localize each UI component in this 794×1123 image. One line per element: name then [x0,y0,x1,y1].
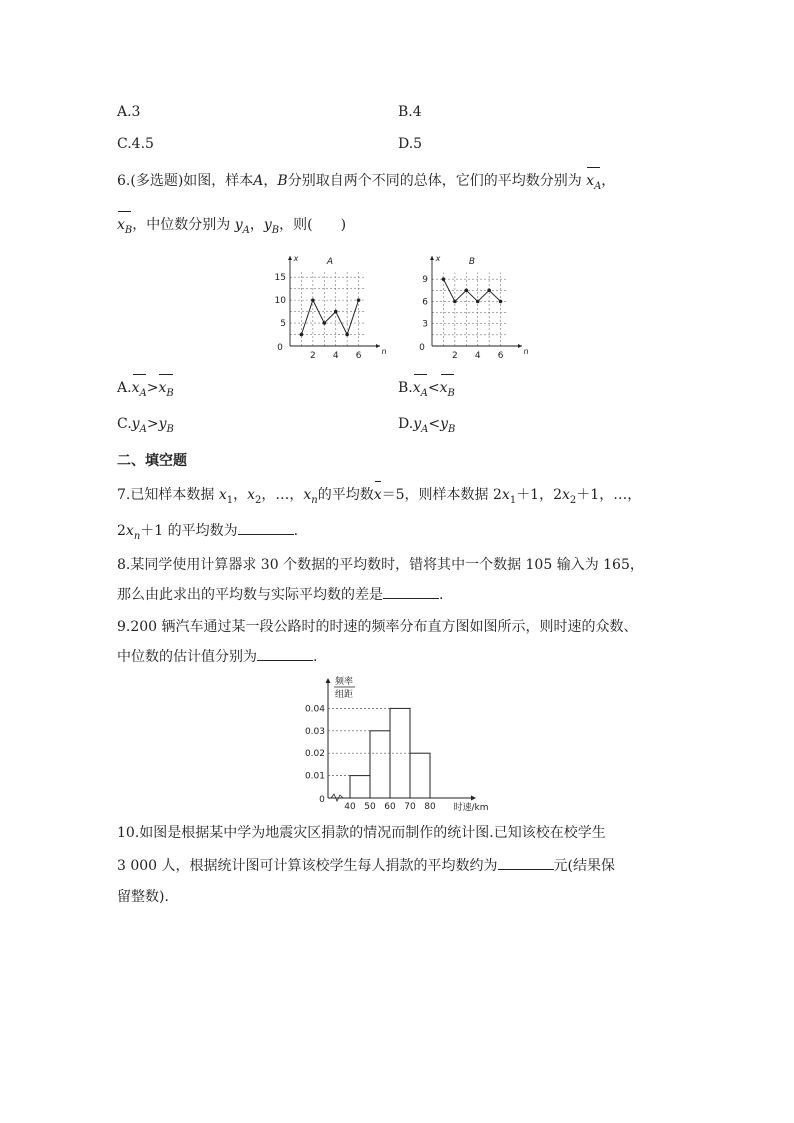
data-point [476,300,480,304]
data-point [345,333,349,337]
data-point [334,310,338,314]
y-tick-label: 9 [422,275,428,286]
x-tick-label: 50 [364,802,376,812]
q8-line-1: 8.某同学使用计算器求 30 个数据的平均数时，错将其中一个数据 105 输入为 165， [117,557,644,573]
q8-line-2: 那么由此求出的平均数与实际平均数的差是 . [117,587,444,603]
y-tick-label: 0.03 [304,726,325,737]
x-tick-label: 6 [497,351,504,358]
series-line [301,300,358,334]
data-point [487,288,491,292]
y-tick-label: 0.01 [304,771,325,782]
data-point [464,288,468,292]
q10-line-1: 10.如图是根据某中学为地震灾区捐款的情况而制作的统计图.已知该校在校学生 [117,825,606,841]
y-tick-label: 15 [274,273,286,284]
origin-label: 0 [419,343,425,353]
q6-line-2: $x_B$，中位数分别为 $y_A$，$y_B$，则( ) [117,217,347,236]
q10-line-3: 留整数). [117,889,169,905]
histogram-bar [350,776,370,798]
origin-label: 0 [277,343,283,353]
x-tick-label: 6 [355,351,362,358]
y-axis-arrow [430,256,434,260]
x-axis-arrow [518,344,522,348]
x-tick-label: 60 [384,802,396,812]
y-axis-arrow [288,256,292,260]
answer-blank [383,586,439,599]
x-tick-label: 4 [474,351,481,358]
x-axis-label: 时速/km [453,803,489,812]
mean-x-symbol: x [373,487,382,503]
x-tick-label: 70 [404,802,416,812]
q9-line-2: 中位数的估计值分别为 . [117,649,318,665]
section-title: 二、填空题 [117,453,187,469]
x-axis-arrow [376,344,380,348]
q5-option-b: B.4 [398,104,422,120]
x-axis-arrow [471,796,476,801]
y-tick-label: 10 [274,296,286,307]
data-point [499,300,503,304]
data-point [442,277,446,281]
q5-option-a: A.3 [117,104,141,120]
y-axis-label: x [435,254,441,263]
histogram [296,672,502,812]
x-axis-label: n [523,347,529,356]
histogram-bar [410,753,430,798]
histogram-bar [370,731,390,798]
chart-title: B [468,257,476,267]
y-tick-label: 5 [280,319,286,330]
q7-line-2: $2x_n+1$ 的平均数为 . [117,523,299,542]
chart-b [410,250,532,358]
q6-option-a: $A.x_A>x_B$ [117,380,174,399]
q6-line-1: 6.(多选题)如图，样本A，B分别取自两个不同的总体，它们的平均数分别为 $x_A$， [117,173,616,192]
x-axis-label: n [381,347,387,356]
mean-xb-symbol: $x_B$ [117,217,133,236]
y-tick-label: 6 [422,297,428,308]
x-tick-label: 2 [451,351,458,358]
x-tick-label: 40 [344,802,356,812]
q6-option-c: $C.y_A>y_B$ [117,416,174,435]
answer-blank [498,857,554,870]
y-axis-label-top: 频率 [334,677,354,687]
q10-line-2: 3 000 人，根据统计图可计算该校学生每人捐款的平均数约为 元(结果保 [117,858,615,874]
y-tick-label: 0.04 [304,704,325,715]
chart-a [268,250,390,358]
data-point [453,300,457,304]
q9-line-1: 9.200 辆汽车通过某一段公路时的时速的频率分布直方图如图所示，则时速的众数、 [117,619,638,635]
q5-option-d: D.5 [398,136,423,152]
q6-option-b: $B.x_A<x_B$ [398,380,455,399]
q7-line-1: 7.已知样本数据 $x_1$，$x_2$，…，$x_n$的平均数x＝5，则样本数据 $2x_1+1$，$2x_2+1$，…， [117,487,642,506]
y-axis-label: x [293,254,299,263]
mean-xa-symbol: $x_A$ [586,173,602,192]
data-point [322,321,326,325]
chart-title: A [326,257,334,267]
answer-blank [257,648,313,661]
data-point [311,298,315,302]
data-point [357,298,361,302]
x-tick-label: 2 [309,351,316,358]
x-tick-label: 80 [424,802,436,812]
q6-option-d: $D.y_A<y_B$ [398,416,456,435]
origin-label: 0 [319,795,325,805]
y-tick-label: 3 [422,319,428,330]
q5-option-c: C.4.5 [117,136,154,152]
y-axis-arrow [326,678,331,683]
y-axis-label-bottom: 组距 [334,690,354,700]
y-tick-label: 0.02 [304,749,325,760]
x-tick-label: 4 [332,351,339,358]
answer-blank [238,522,294,535]
data-point [300,333,304,337]
